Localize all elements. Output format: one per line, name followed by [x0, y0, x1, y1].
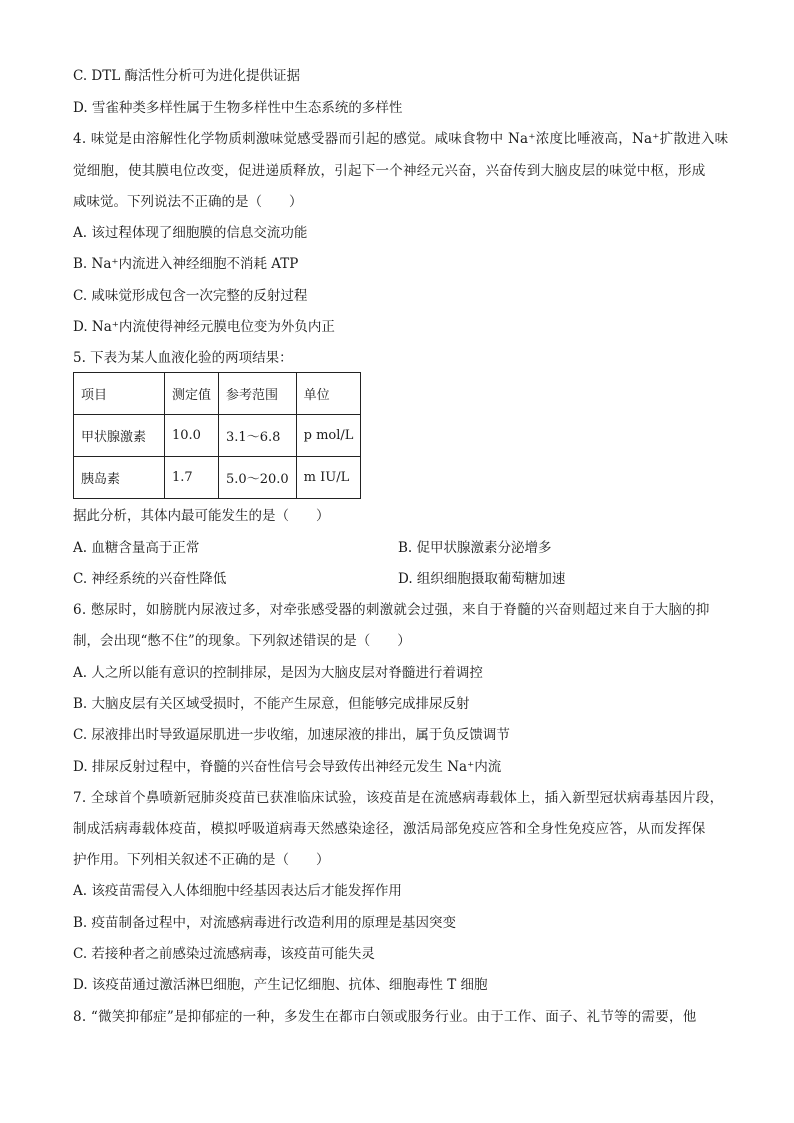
q7-stem-line: 制成活病毒载体疫苗，模拟呼吸道病毒天然感染途径，激活局部免疫应答和全身性免疫应答，从而发挥保: [73, 821, 706, 837]
q7-stem-line: 护作用。下列相关叙述不正确的是（ ）: [73, 852, 330, 868]
table-cell: 5.0～20.0: [219, 457, 297, 499]
q5-option-a: A. 血糖含量高于正常: [73, 540, 200, 556]
q7-option-c: C. 若接种者之前感染过流感病毒，该疫苗可能失灵: [73, 946, 375, 962]
table-cell: 1.7: [165, 457, 219, 499]
q6-stem-line: 制，会出现“憋不住”的现象。下列叙述错误的是（ ）: [73, 633, 411, 649]
table-header-cell: 项目: [74, 373, 165, 415]
q7-stem-line: 7. 全球首个鼻喷新冠肺炎疫苗已获准临床试验，该疫苗是在流感病毒载体上，插入新型冠状病毒基因片段，: [73, 790, 724, 806]
blood-test-table: [73, 372, 361, 499]
table-header-cell: 测定值: [165, 373, 219, 415]
table-header-cell: 参考范围: [219, 373, 297, 415]
q5-option-d: D. 组织细胞摄取葡萄糖加速: [398, 571, 566, 587]
q4-option-a: A. 该过程体现了细胞膜的信息交流功能: [73, 225, 308, 241]
table-cell: m IU/L: [296, 457, 361, 499]
q6-option-b: B. 大脑皮层有关区域受损时，不能产生尿意，但能够完成排尿反射: [73, 696, 470, 712]
table-row: [74, 415, 361, 457]
q4-option-c: C. 咸味觉形成包含一次完整的反射过程: [73, 288, 308, 304]
q6-option-a: A. 人之所以能有意识的控制排尿，是因为大脑皮层对脊髓进行着调控: [73, 665, 483, 681]
table-cell: 10.0: [165, 415, 219, 457]
q7-option-b: B. 疫苗制备过程中，对流感病毒进行改造利用的原理是基因突变: [73, 915, 457, 931]
table-cell: 甲状腺激素: [74, 415, 165, 457]
q5-question: 据此分析，其体内最可能发生的是（ ）: [73, 508, 330, 524]
q4-option-b: B. Na⁺内流进入神经细胞不消耗 ATP: [73, 256, 299, 272]
table-cell: p mol/L: [296, 415, 361, 457]
q5-stem: 5. 下表为某人血液化验的两项结果：: [73, 350, 293, 366]
q5-option-b: B. 促甲状腺激素分泌增多: [398, 540, 552, 556]
q8-stem-line: 8. “微笑抑郁症”是抑郁症的一种，多发生在都市白领或服务行业。由于工作、面子、礼节等的需要，他: [73, 1009, 697, 1025]
q6-stem-line: 6. 憋尿时，如膀胱内尿液过多，对牵张感受器的刺激就会过强，来自于脊髓的兴奋则超过来自于大脑的抑: [73, 602, 710, 618]
table-cell: 胰岛素: [74, 457, 165, 499]
table-header-cell: 单位: [296, 373, 361, 415]
q3-option-d: D. 雪雀种类多样性属于生物多样性中生态系统的多样性: [73, 100, 403, 116]
q7-option-a: A. 该疫苗需侵入人体细胞中经基因表达后才能发挥作用: [73, 883, 402, 899]
table-header-row: [74, 373, 361, 415]
q4-stem-line: 觉细胞，使其膜电位改变，促进递质释放，引起下一个神经元兴奋，兴奋传到大脑皮层的味觉中枢，形成: [73, 163, 706, 179]
q4-stem-line: 4. 味觉是由溶解性化学物质刺激味觉感受器而引起的感觉。咸味食物中 Na⁺浓度比唾液高，Na⁺扩散进入味: [73, 131, 729, 147]
q6-option-c: C. 尿液排出时导致逼尿肌进一步收缩，加速尿液的排出，属于负反馈调节: [73, 727, 510, 743]
q4-option-d: D. Na⁺内流使得神经元膜电位变为外负内正: [73, 319, 335, 335]
table-cell: 3.1～6.8: [219, 415, 297, 457]
table-row: [74, 457, 361, 499]
q3-option-c: C. DTL 酶活性分析可为进化提供证据: [73, 68, 301, 84]
q7-option-d: D. 该疫苗通过激活淋巴细胞，产生记忆细胞、抗体、细胞毒性 T 细胞: [73, 977, 488, 993]
q4-stem-line: 咸味觉。下列说法不正确的是（ ）: [73, 194, 303, 210]
q5-option-c: C. 神经系统的兴奋性降低: [73, 571, 227, 587]
q6-option-d: D. 排尿反射过程中，脊髓的兴奋性信号会导致传出神经元发生 Na⁺内流: [73, 759, 502, 775]
